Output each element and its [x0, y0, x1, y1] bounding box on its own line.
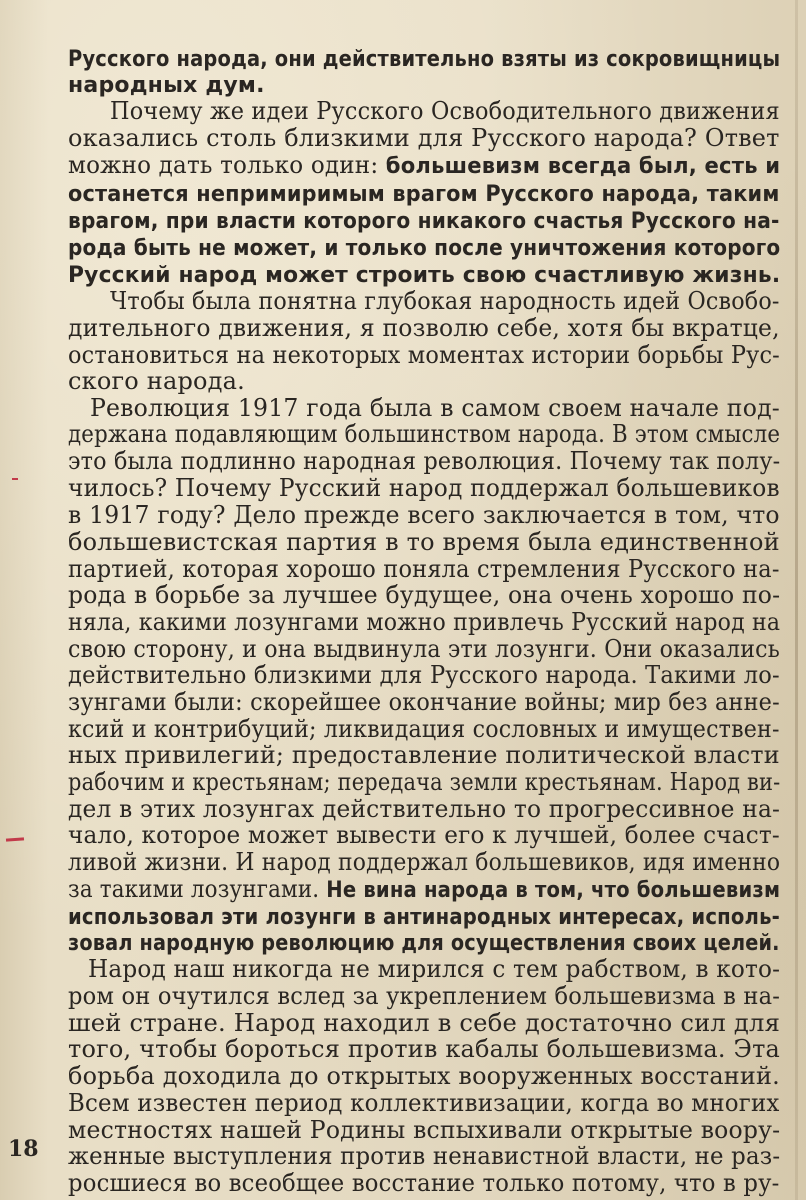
text-line: [68, 876, 780, 904]
bold-text-span: зовал народную революцию для осуществления своих целей.: [68, 931, 780, 956]
text-line: [68, 1170, 780, 1196]
text-span: Революция 1917 года была в самом своем начале под-: [90, 394, 780, 422]
text-line: [68, 234, 780, 262]
text-span: ского народа.: [68, 367, 245, 395]
text-span: держана подавляющим большинством народа. В этом смысле: [68, 420, 781, 448]
text-line: [68, 742, 780, 768]
text-line: [68, 1063, 780, 1089]
text-line: [68, 769, 780, 795]
bold-text-span: Русский народ может строить свою счастливую жизнь.: [68, 263, 781, 288]
text-line: [68, 421, 780, 447]
text-line: [68, 368, 245, 394]
text-line: [68, 342, 780, 368]
text-span: женные выступления против ненавистной власти, не раз-: [68, 1142, 781, 1170]
text-span: дел в этих лозунгах действительно то прогрессивное на-: [68, 795, 781, 823]
bold-text-span: использовал эти лозунги в антинародных интересах, исполь-: [68, 905, 781, 930]
text-line: [68, 1090, 780, 1116]
text-line: [68, 983, 780, 1009]
text-line: [110, 288, 780, 314]
text-span: борьба доходила до открытых вооруженных восстаний.: [68, 1062, 780, 1090]
text-span: Народ наш никогда не мирился с тем рабством, в кото-: [88, 955, 781, 983]
text-span: в 1917 году? Дело прежде всего заключается в том, что: [68, 501, 780, 529]
text-span: ром он очутился вслед за укреплением большевизма в на-: [68, 982, 781, 1010]
text-line: [68, 261, 780, 289]
text-span: зунгами были: скорейшее окончание войны; мир без анне-: [68, 688, 780, 716]
text-span: остановиться на некоторых моментах истории борьбы Рус-: [68, 341, 780, 369]
text-line: [68, 796, 780, 822]
bold-text-span: народных дум.: [68, 73, 265, 98]
text-line: [68, 556, 780, 582]
text-line: [68, 502, 780, 528]
text-line: [110, 98, 780, 124]
text-line: [68, 822, 780, 848]
text-line: [68, 45, 780, 73]
text-line: [68, 1010, 780, 1036]
text-line: [68, 180, 780, 208]
text-line: [68, 903, 780, 931]
text-line: [68, 636, 780, 662]
text-span: оказались столь близкими для Русского народа? Ответ: [68, 124, 780, 152]
text-span: Почему же идеи Русского Освободительного движения: [110, 97, 780, 125]
text-span: Чтобы была понятна глубокая народность идей Освобо-: [110, 287, 780, 315]
text-line: [68, 662, 780, 688]
page-number: 18: [8, 1136, 39, 1162]
text-span: можно дать только один:: [68, 151, 386, 179]
text-span: рабочим и крестьянам; передача земли крестьянам. Народ ви-: [68, 768, 781, 796]
text-line: [68, 1143, 780, 1169]
text-line: [68, 716, 780, 742]
bold-text-span: останется непримиримым врагом Русского народа, таким: [68, 182, 780, 207]
text-line: [68, 582, 780, 608]
text-span: чилось? Почему Русский народ поддержал большевиков: [68, 474, 780, 502]
text-span: ных привилегий; предоставление политической власти: [68, 741, 780, 769]
text-span: дительного движения, я позволю себе, хотя бы вкратце,: [68, 314, 780, 342]
text-line: [68, 475, 780, 501]
text-line: [68, 152, 780, 180]
bold-text-span: рода быть не может, и только после уничтожения которого: [68, 236, 781, 261]
text-line: [68, 529, 780, 555]
text-line: [90, 395, 780, 421]
text-line: [68, 1036, 780, 1062]
text-line: [68, 207, 780, 235]
text-line: [68, 929, 780, 957]
text-line: [88, 956, 780, 982]
text-span: ливой жизни. И народ поддержал большевиков, идя именно: [68, 848, 781, 876]
text-line: [68, 849, 780, 875]
text-span: няла, какими лозунгами можно привлечь Русский народ на: [68, 608, 781, 636]
text-span: действительно близкими для Русского народа. Такими ло-: [68, 661, 780, 689]
text-span: большевистская партия в то время была единственной: [68, 528, 780, 556]
text-span: ксий и контрибуций; ликвидация сословных и имуществен-: [68, 715, 780, 743]
text-line: [68, 315, 780, 341]
bold-text-span: врагом, при власти которого никакого счастья Русского на-: [68, 209, 780, 234]
text-line: [68, 609, 780, 635]
text-line: [68, 448, 780, 474]
text-span: свою сторону, и она выдвинула эти лозунги. Они оказались: [68, 635, 780, 663]
bold-text-span: большевизм всегда был, есть и: [385, 154, 781, 179]
text-span: чало, которое может вывести его к лучшей, более счаст-: [68, 821, 780, 849]
text-line: [68, 125, 780, 151]
text-span: Всем известен период коллективизации, когда во многих: [68, 1089, 780, 1117]
text-line: [68, 1117, 780, 1143]
text-span: росшиеся во всеобщее восстание только потому, что в ру-: [68, 1169, 780, 1197]
text-span: партией, которая хорошо поняла стремления Русского на-: [68, 555, 780, 583]
text-span: местностях нашей Родины вспыхивали открытые воору-: [68, 1116, 781, 1144]
bold-text-span: Не вина народа в том, что большевизм: [326, 878, 781, 903]
text-line: [68, 71, 265, 99]
bold-text-span: Русского народа, они действительно взяты из сокровищницы: [68, 47, 781, 72]
text-line: [68, 689, 780, 715]
text-span: это была подлинно народная революция. Почему так полу-: [68, 447, 781, 475]
text-span: шей стране. Народ находил в себе достаточно сил для: [68, 1009, 781, 1037]
text-span: за такими лозунгами.: [68, 875, 327, 903]
text-span: того, чтобы бороться против кабалы большевизма. Эта: [68, 1035, 781, 1063]
text-span: рода в борьбе за лучшее будущее, она очень хорошо по-: [68, 581, 781, 609]
